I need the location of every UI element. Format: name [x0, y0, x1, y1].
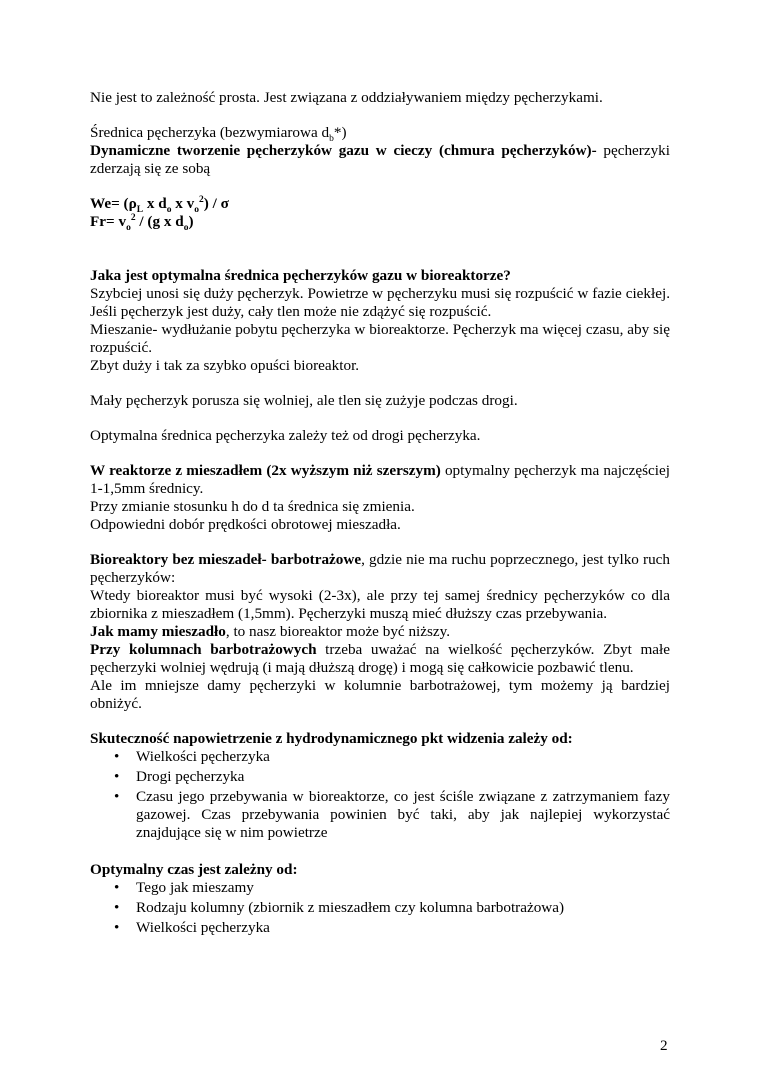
tall-reactor-paragraph: Wtedy bioreaktor musi być wysoki (2-3x), ale przy tej samej średnicy pęcherzyków co dla zbiornika z mieszadłem (1,5mm). Pęcherzyki muszą mieć dłuższy czas przebywania.: [90, 587, 670, 622]
document-page: [90, 89, 670, 939]
efficiency-list: [90, 748, 670, 842]
froude-formula: $Fr= v_o^2 / (g$ x $d_o$): [90, 212, 194, 234]
list-item: • Drogi pęcherzyka: [114, 768, 245, 785]
optimal-diameter-paragraph: Optymalna średnica pęcherzyka zależy też od drogi pęcherzyka.: [90, 427, 481, 444]
bullet-icon: •: [114, 919, 120, 936]
columns-paragraph: Przy kolumnach barbotrażowych trzeba uważać na wielkość pęcherzyków. Zbyt małe pęcherzyki wolniej wędrują (i mają dłuższą drogę) i mogą się całkowicie pozbawić tlenu.: [90, 641, 670, 676]
list-item: • Tego jak mieszamy: [114, 879, 254, 896]
speed-paragraph: Odpowiedni dobór prędkości obrotowej mieszadła.: [90, 516, 401, 533]
list-item: • Wielkości pęcherzyka: [114, 748, 270, 765]
bubble-column-paragraph: Bioreaktory bez mieszadeł- barbotrażowe, gdzie nie ma ruchu poprzecznego, jest tylko ruch pęcherzyków:: [90, 551, 671, 586]
stirred-reactor-paragraph: W reaktorze z mieszadłem (2x wyższym niż szerszym) optymalny pęcherzyk ma najczęściej 1-1,5mm średnicy.: [90, 462, 670, 497]
bullet-icon: •: [114, 768, 120, 785]
bullet-icon: •: [114, 879, 120, 896]
bullet-icon: •: [114, 788, 120, 805]
list-item: • Wielkości pęcherzyka: [114, 919, 270, 936]
small-bubble-paragraph: Mały pęcherzyk porusza się wolniej, ale tlen się zużyje podczas drogi.: [90, 392, 518, 409]
mixer-paragraph: Jak mamy mieszadło, to nasz bioreaktor może być niższy.: [90, 623, 451, 640]
list-item: • Czasu jego przebywania w bioreaktorze, co jest ściśle związane z zatrzymaniem fazy gazowej. Czas przebywania powinien być taki, aby jak najlepiej wykorzystać znajdujące się w nim powietrze: [114, 788, 670, 841]
efficiency-heading: Skuteczność napowietrzenie z hydrodynamicznego pkt widzenia zależy od:: [90, 730, 573, 747]
bubble-diameter-line: Średnica pęcherzyka (bezwymiarowa $d_b*$): [90, 124, 347, 145]
ratio-paragraph: Przy zmianie stosunku h do d ta średnica się zmienia.: [90, 498, 415, 515]
bullet-icon: •: [114, 748, 120, 765]
dynamic-bubbles-paragraph: Dynamiczne tworzenie pęcherzyków gazu w cieczy (chmura pęcherzyków)- pęcherzyki zderzają się ze sobą: [90, 142, 670, 177]
list-item: • Rodzaju kolumny (zbiornik z mieszadłem czy kolumna barbotrażowa): [114, 899, 565, 916]
lower-column-paragraph: Ale im mniejsze damy pęcherzyki w kolumnie barbotrażowej, tym możemy ją bardziej obniżyć.: [90, 677, 670, 712]
question-heading: Jaka jest optymalna średnica pęcherzyków gazu w bioreaktorze?: [90, 267, 511, 284]
optimal-time-heading: Optymalny czas jest zależny od:: [90, 861, 298, 878]
weber-formula: $We= (\rho_L$ x $d_o$ x $v_o^2$) / σ: [90, 194, 229, 216]
optimal-time-list: [90, 879, 670, 937]
large-bubble-paragraph: Szybciej unosi się duży pęcherzyk. Powietrze w pęcherzyku musi się rozpuścić w fazie ciekłej. Jeśli pęcherzyk jest duży, cały tlen może nie zdążyć się rozpuścić.: [90, 285, 670, 320]
bullet-icon: •: [114, 899, 120, 916]
page-number: 2: [660, 1037, 668, 1054]
intro-paragraph: Nie jest to zależność prosta. Jest związana z oddziaływaniem między pęcherzykami.: [90, 89, 603, 106]
too-large-paragraph: Zbyt duży i tak za szybko opuści bioreaktor.: [90, 357, 360, 374]
mixing-paragraph: Mieszanie- wydłużanie pobytu pęcherzyka w bioreaktorze. Pęcherzyk ma więcej czasu, aby się rozpuścić.: [90, 321, 670, 356]
